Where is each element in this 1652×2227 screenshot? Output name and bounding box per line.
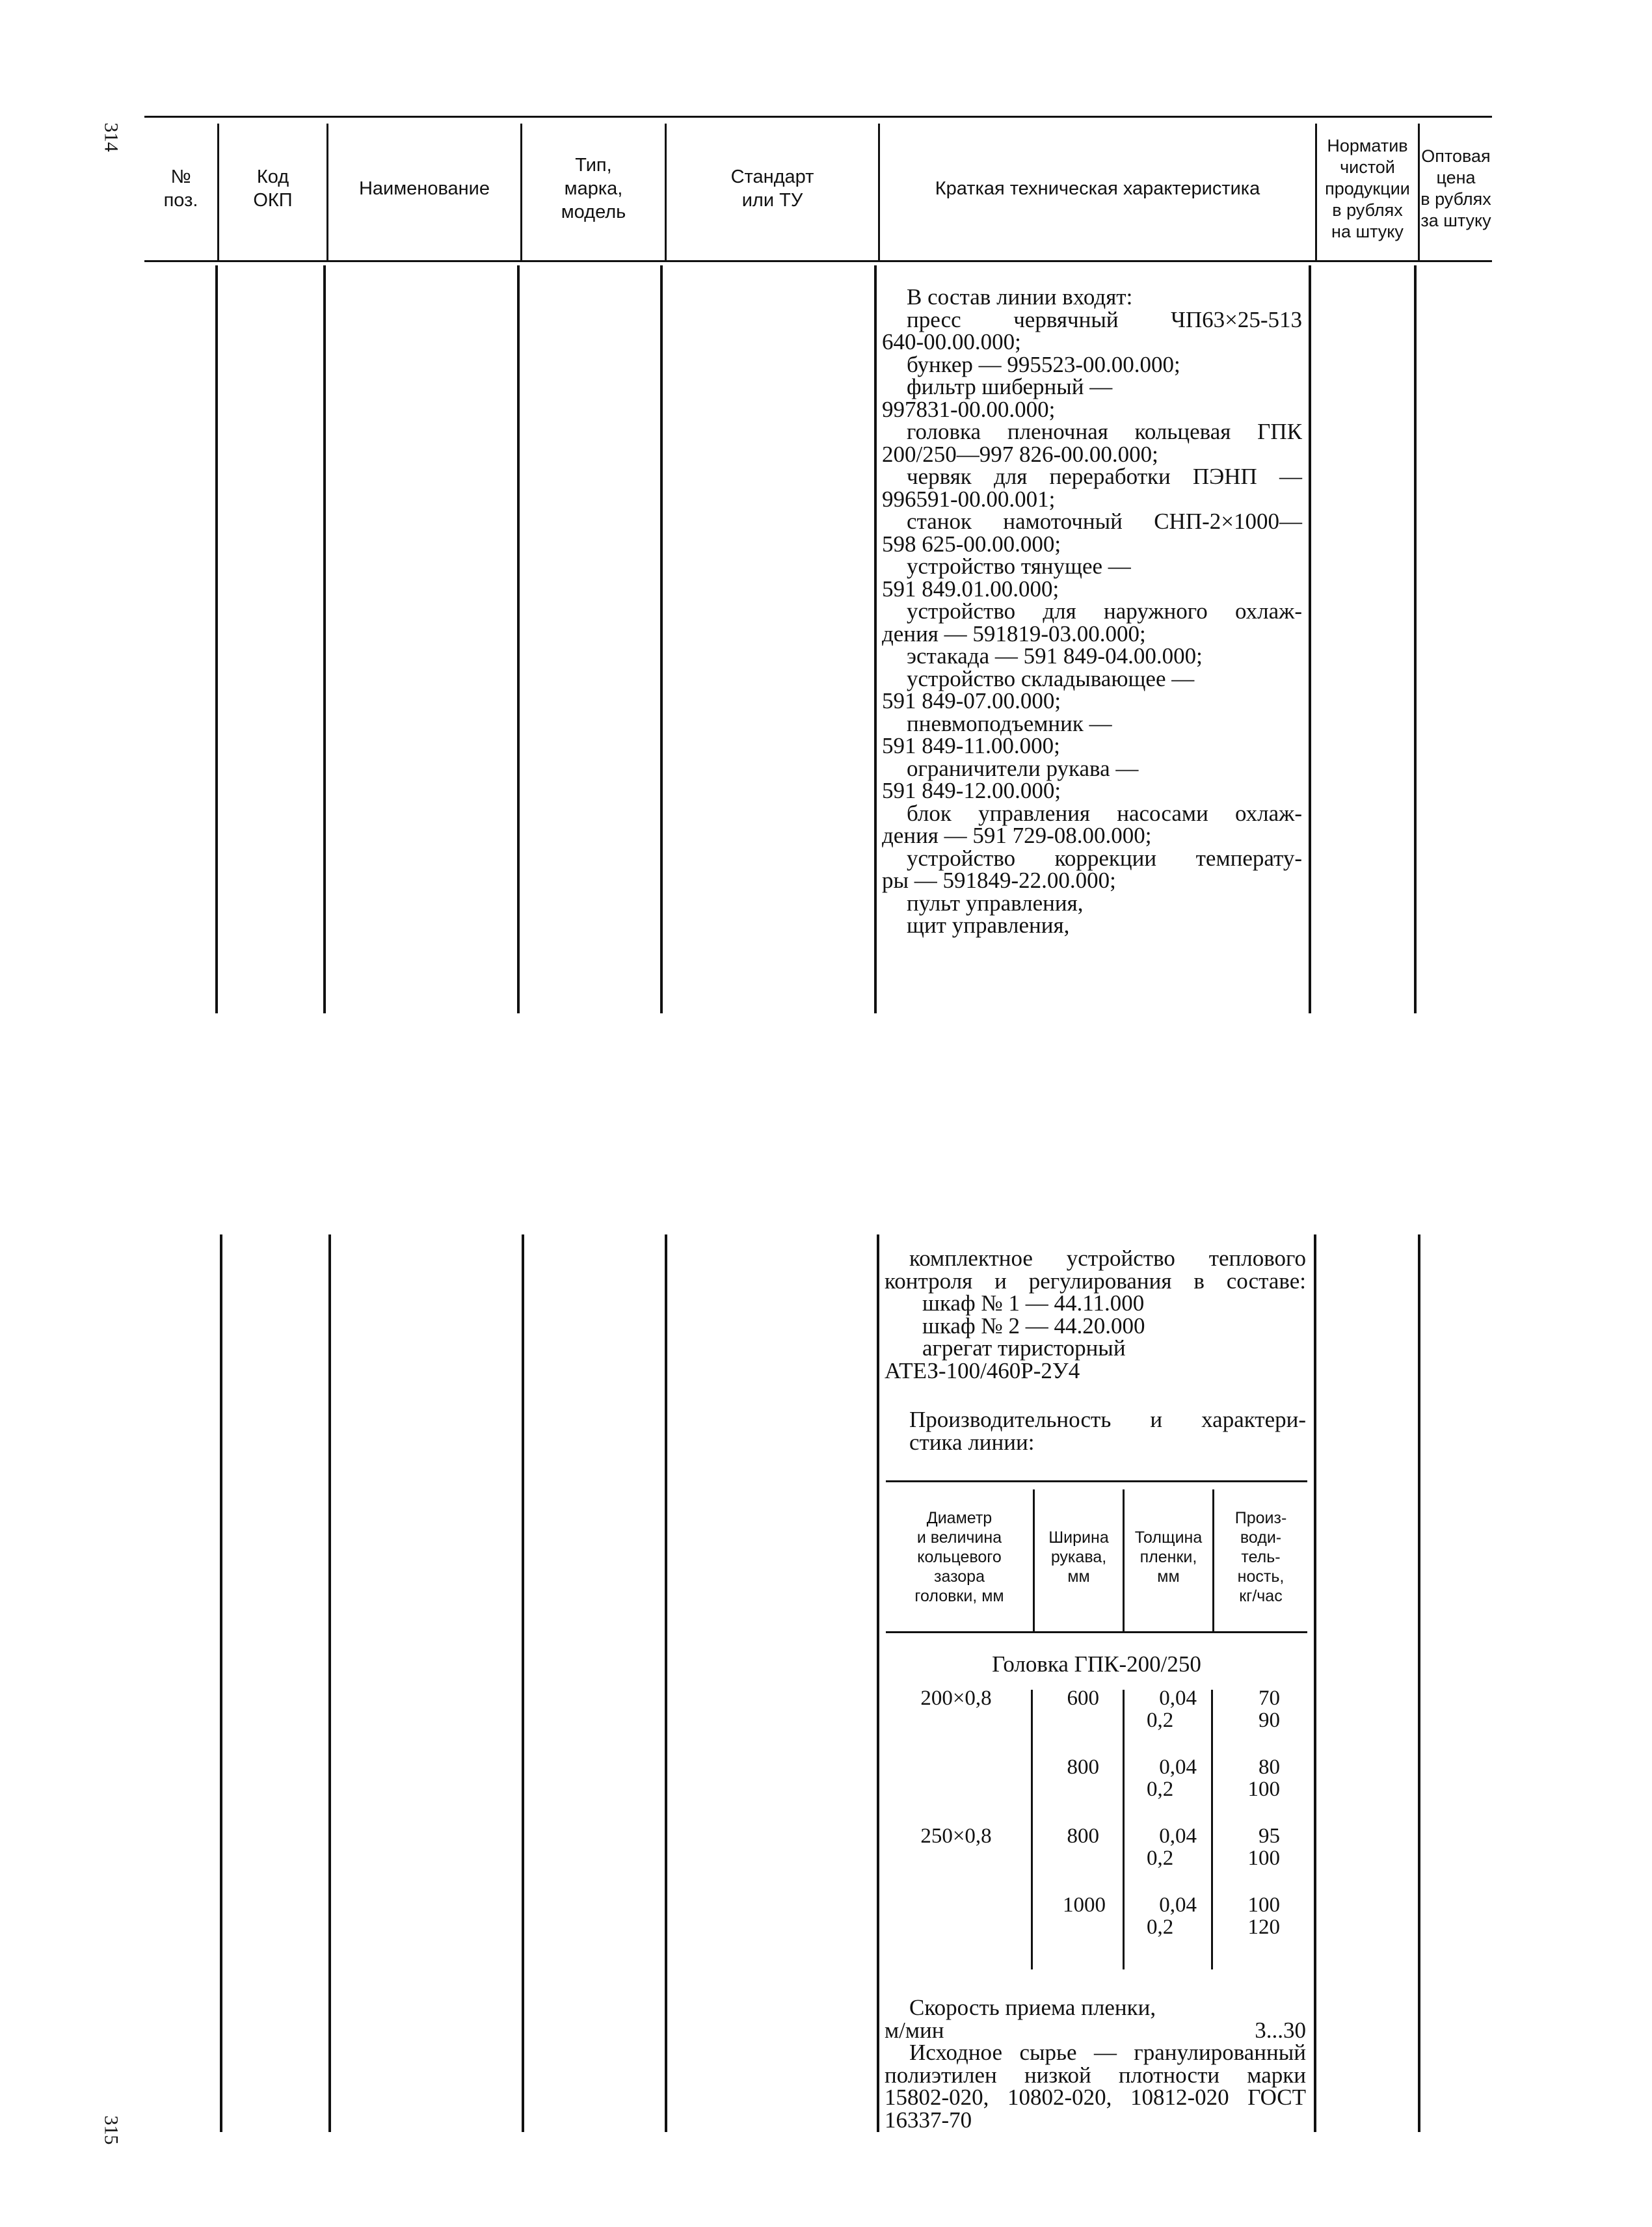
subtable-top-rule [886, 1480, 1307, 1482]
text-line: 200/250—997 826-00.00.000; [882, 441, 1158, 467]
text-line: дения — 591 729-08.00.000; [882, 823, 1152, 848]
text-line: агрегат тиристорный [922, 1335, 1126, 1361]
cell-thickness: 0,2 [1147, 1847, 1174, 1870]
text-line: 15802-020, 10802-020, 10812-020 ГОСТ [885, 2085, 1306, 2110]
text-line: блок управления насосами охлаж- [907, 800, 1302, 826]
text-line: щит управления, [907, 913, 1070, 938]
text-line: пульт управления, [907, 890, 1084, 916]
text-line: 591 849-11.00.000; [882, 733, 1060, 758]
text-line: 997831-00.00.000; [882, 396, 1056, 422]
cell-thickness: 0,04 [1159, 1687, 1197, 1710]
column-rule [1418, 1234, 1420, 2132]
column-rule [1309, 265, 1311, 1013]
thermal-control-text [885, 1247, 1306, 1382]
cell-output: 100 [1247, 1778, 1280, 1801]
subtable-header-diameter: Диаметр и величина кольцевого зазора головки, мм [914, 1509, 1004, 1605]
cell-output: 100 [1247, 1847, 1280, 1870]
subtable-body-divider [1123, 1690, 1125, 1969]
header-norm: Норматив чистой продукции в рублях на штуку [1325, 135, 1410, 241]
header-price: Оптовая цена в рублях за штуку [1420, 146, 1491, 230]
cell-output: 100 [1247, 1893, 1280, 1917]
cell-width: 600 [1067, 1687, 1099, 1710]
header-name: Наименование [358, 178, 490, 199]
column-rule [215, 265, 218, 1013]
cell-output: 80 [1259, 1755, 1280, 1779]
performance-heading [885, 1409, 1306, 1454]
header-standard: Стандарт или ТУ [730, 167, 814, 211]
text-line: устройство складывающее — [907, 665, 1195, 691]
page-number-right: 315 [100, 2115, 122, 2145]
subtable-header-width: Ширина рукава, мм [1048, 1528, 1109, 1586]
text-line: контроля и регулирования в составе: [885, 1268, 1306, 1294]
cell-thickness: 0,2 [1147, 1915, 1174, 1939]
header-type: Тип, марка, модель [561, 155, 626, 222]
subtable-header-thickness: Толщина пленки, мм [1134, 1528, 1203, 1586]
text-line: устройство коррекции температу- [907, 845, 1302, 871]
text-line: бункер — 995523-00.00.000; [907, 351, 1180, 377]
text-line: АТЕЗ-100/460Р-2У4 [885, 1357, 1080, 1383]
cell-width: 800 [1067, 1824, 1099, 1848]
cell-width: 800 [1067, 1755, 1099, 1779]
column-rule [1314, 1234, 1316, 2132]
text-line: эстакада — 591 849-04.00.000; [907, 643, 1203, 669]
cell-output: 120 [1247, 1915, 1280, 1939]
column-rule [328, 1234, 331, 2132]
column-rule [517, 265, 520, 1013]
speed-unit-row [885, 2017, 1306, 2043]
text-line: стика линии: [909, 1429, 1035, 1455]
page-number-left: 314 [100, 122, 122, 152]
cell-thickness: 0,04 [1159, 1755, 1197, 1779]
column-rule [874, 265, 877, 1013]
column-rule [1414, 265, 1417, 1013]
text-line: ограничители рукава — [907, 755, 1139, 781]
text-line: головка пленочная кольцевая ГПК [907, 419, 1302, 444]
cell-thickness: 0,04 [1159, 1893, 1197, 1917]
subtable-group-title: Головка ГПК-200/250 [992, 1651, 1201, 1677]
text-line: комплектное устройство теплового [909, 1246, 1306, 1271]
text-line: 591 849.01.00.000; [882, 576, 1059, 602]
speed-label: Скорость приема пленки, [909, 1995, 1156, 2020]
text-line: 996591-00.00.001; [882, 486, 1056, 512]
text-line: 598 625-00.00.000; [882, 531, 1061, 557]
cell-output: 70 [1259, 1687, 1280, 1710]
text-line: 16337-70 [885, 2107, 972, 2133]
header-description: Краткая техническая характеристика [935, 178, 1260, 199]
header-no: № поз. [163, 167, 198, 211]
text-line: станок намоточный СНП-2×1000— [907, 509, 1302, 534]
text-line: пресс червячный ЧП63×25-513 [907, 306, 1302, 332]
cell-width: 1000 [1063, 1893, 1106, 1917]
column-rule [323, 265, 326, 1013]
cell-diameter: 250×0,8 [920, 1824, 992, 1848]
column-rule [660, 265, 663, 1013]
cell-thickness: 0,2 [1147, 1778, 1174, 1801]
speed-unit: м/мин [885, 2017, 944, 2043]
cell-output: 95 [1259, 1824, 1280, 1848]
text-line: шкаф № 2 — 44.20.000 [922, 1313, 1145, 1339]
text-line: Производительность и характери- [909, 1407, 1306, 1432]
text-line: 591 849-07.00.000; [882, 688, 1061, 713]
text-line: дения — 591819-03.00.000; [882, 620, 1146, 647]
subtable-header-rule [886, 1631, 1307, 1633]
cell-output: 90 [1259, 1709, 1280, 1732]
cell-diameter: 200×0,8 [920, 1687, 992, 1710]
text-line: устройство тянущее — [907, 553, 1131, 579]
cell-thickness: 0,04 [1159, 1824, 1197, 1848]
column-rule [877, 1234, 879, 2132]
header-okp: Код ОКП [253, 167, 293, 211]
text-line: В состав линии входят: [907, 284, 1133, 310]
text-line: 640-00.00.000; [882, 329, 1021, 354]
text-line: пневмоподъемник — [907, 710, 1112, 736]
text-line: устройство для наружного охлаж- [907, 598, 1302, 624]
text-line: фильтр шиберный — [907, 374, 1113, 399]
text-line: шкаф № 1 — 44.11.000 [922, 1290, 1145, 1316]
speed-block [885, 1997, 1306, 2131]
header-bottom-rule [144, 260, 1492, 262]
subtable-header-output: Произ- води- тель- ность, кг/час [1234, 1509, 1287, 1605]
column-rule [522, 1234, 524, 2132]
text-line: Исходное сырье — гранулированный [909, 2040, 1306, 2065]
text-line: полиэтилен низкой плотности марки [885, 2062, 1306, 2088]
speed-value: 3...30 [1255, 2017, 1306, 2043]
column-rule [665, 1234, 667, 2132]
composition-list [882, 286, 1302, 937]
text-line: 591 849-12.00.000; [882, 778, 1061, 803]
text-line: ры — 591849-22.00.000; [882, 868, 1116, 893]
subtable-body-divider [1031, 1690, 1033, 1969]
column-rule [220, 1234, 222, 2132]
cell-thickness: 0,2 [1147, 1709, 1174, 1732]
text-line: червяк для переработки ПЭНП — [907, 464, 1302, 489]
